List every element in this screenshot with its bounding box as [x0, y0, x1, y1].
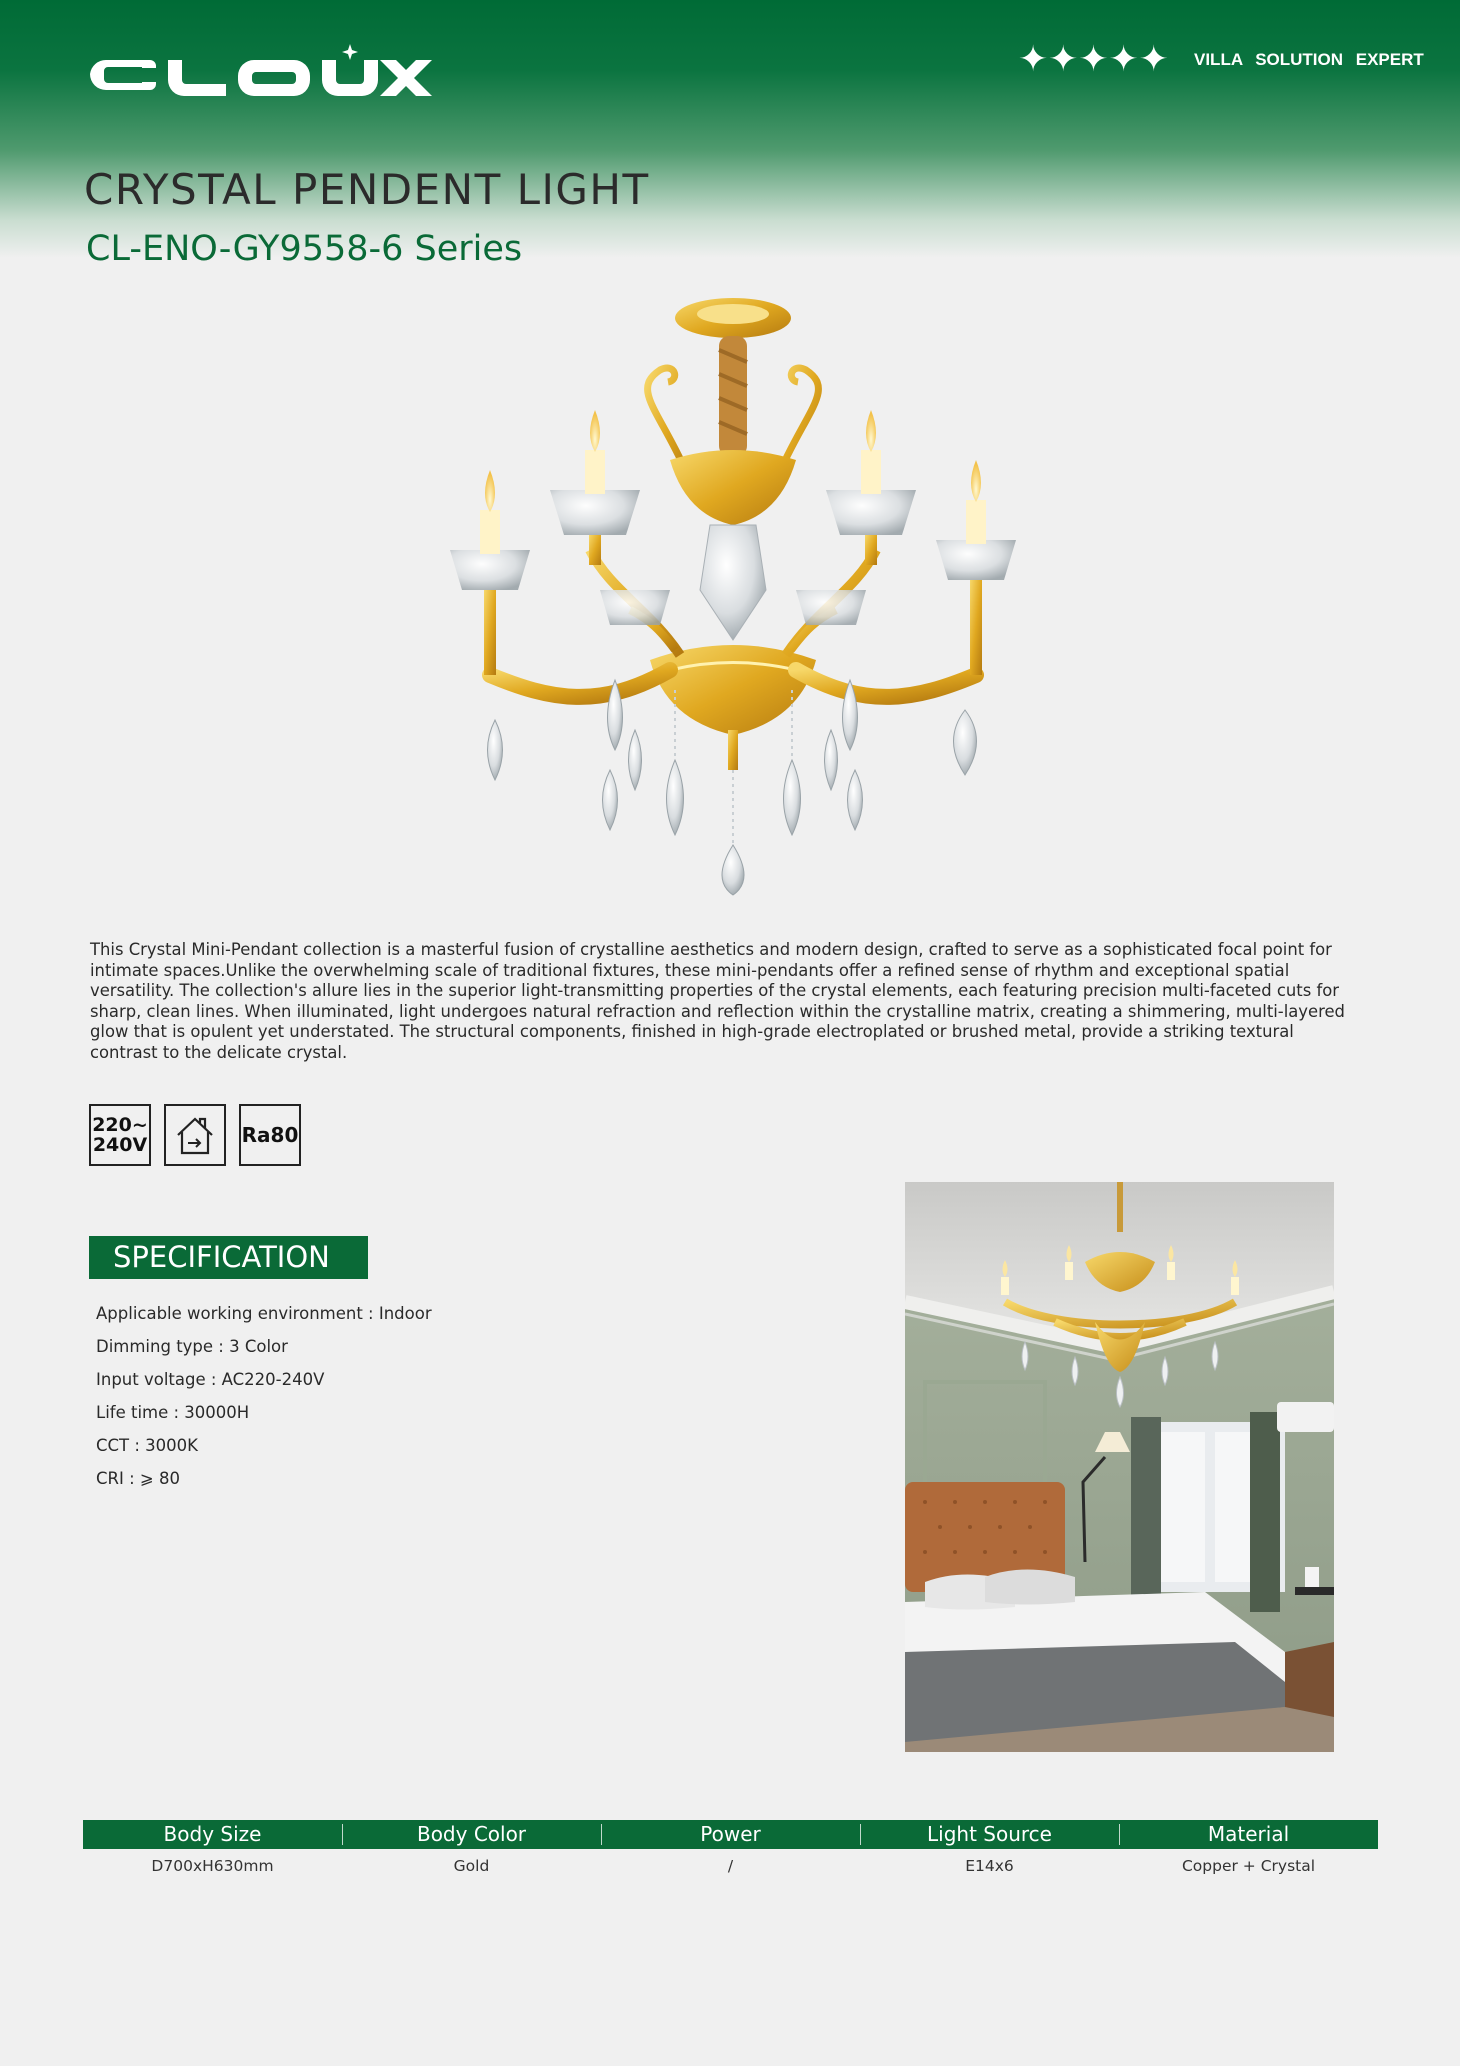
spec-item: Dimming type : 3 Color [96, 1337, 288, 1356]
table-cell: Gold [453, 1857, 490, 1875]
table-row [83, 1849, 1378, 1883]
voltage-line-1: 220~ [92, 1114, 148, 1136]
table-header-cell: Body Size [163, 1822, 262, 1846]
table-header-row [83, 1820, 1378, 1849]
table-header-cell: Body Color [342, 1820, 601, 1849]
product-title: CRYSTAL PENDENT LIGHT [84, 165, 650, 214]
table-header-cell: Material [1119, 1820, 1378, 1849]
indoor-house-icon [164, 1104, 226, 1166]
specification-heading: SPECIFICATION [89, 1236, 368, 1279]
table-header-cell: Power [601, 1820, 860, 1849]
brand-tagline: VILLA SOLUTION EXPERT [1194, 50, 1424, 69]
table-cell: D700xH630mm [151, 1857, 274, 1875]
table-cell: E14x6 [965, 1857, 1014, 1875]
spec-item: Life time : 30000H [96, 1403, 250, 1422]
specification-list [96, 1300, 432, 1498]
chandelier-image [430, 290, 1030, 900]
voltage-badge [89, 1104, 151, 1166]
table-cell: / [727, 1857, 734, 1875]
table-cell: Copper + Crystal [1181, 1857, 1316, 1875]
table-header-cell: Light Source [860, 1820, 1119, 1849]
spec-item: CCT : 3000K [96, 1436, 198, 1455]
rating-stars: ✦✦✦✦✦ [1018, 39, 1169, 80]
spec-table [83, 1820, 1378, 1883]
spec-item: CRI : ⩾ 80 [96, 1469, 180, 1488]
ra80-badge: Ra80 [239, 1104, 301, 1166]
header-band [0, 0, 1460, 260]
bedroom-scene-image [905, 1182, 1334, 1752]
product-description: This Crystal Mini-Pendant collection is a masterful fusion of crystalline aesthetics and modern design, crafted to serve as a sophisticated focal point for intimate spaces.Unlike the overwhelming scale of traditional fixtures, these mini-pendants offer a refined sense of rhythm and exceptional spatial versatility. The collection's allure lies in the superior light-transmitting properties of the crystal elements, each featuring precision multi-faceted cuts for sharp, clean lines. When illuminated, light undergoes natural refraction and reflection within the crystalline matrix, creating a shimmering, multi-layered glow that is opulent yet understated. The structural components, finished in high-grade electroplated or brushed metal, provide a striking textural contrast to the delicate crystal. [90, 940, 1345, 1062]
voltage-line-2: 240V [92, 1134, 148, 1156]
cloux-logo [84, 42, 436, 102]
product-series: CL-ENO-GY9558-6 Series [86, 229, 523, 269]
spec-item: Input voltage : AC220-240V [96, 1370, 325, 1389]
spec-item: Applicable working environment : Indoor [96, 1304, 432, 1323]
